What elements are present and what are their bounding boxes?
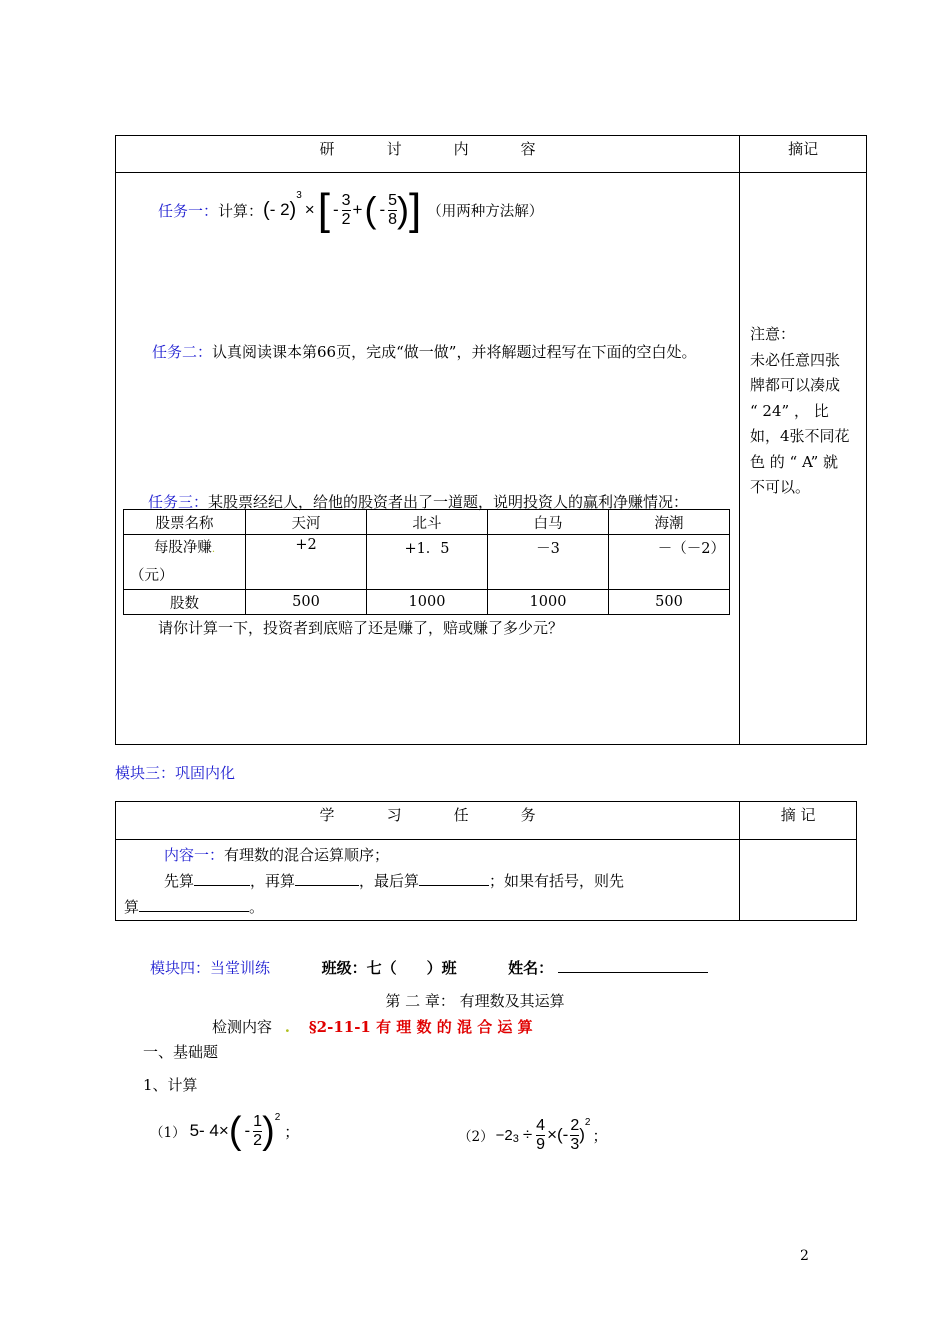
order-text: 。 bbox=[249, 898, 265, 916]
task2-text: 认真阅读课本第66页，完成“做一做”，并将解题过程写在下面的空白处。 bbox=[212, 343, 697, 361]
research-header-notes: 摘记 bbox=[740, 136, 867, 173]
task2-label: 任务二： bbox=[152, 343, 213, 361]
stock-cell: 500 bbox=[246, 590, 367, 615]
module3-header-task bbox=[116, 802, 740, 840]
stock-cell: +1．5 bbox=[367, 535, 488, 590]
section-basic: 一、基础题 bbox=[143, 1043, 219, 1061]
task1 bbox=[158, 185, 544, 234]
name-field[interactable] bbox=[558, 972, 708, 973]
answer-blank[interactable] bbox=[139, 911, 249, 912]
stock-cell: +2 bbox=[246, 535, 367, 590]
page-number: 2 bbox=[800, 1248, 809, 1264]
notes-box bbox=[750, 322, 860, 501]
header-char: 任 bbox=[453, 806, 469, 824]
question-1 bbox=[150, 1112, 299, 1150]
order-text: ，再算 bbox=[250, 872, 296, 890]
answer-blank[interactable] bbox=[419, 885, 489, 886]
research-header-content bbox=[116, 136, 740, 173]
task1-label: 任务一： bbox=[158, 201, 219, 220]
notes-title: 注意： bbox=[750, 325, 796, 343]
stock-cell: 海潮 bbox=[609, 510, 730, 535]
stock-cell: 股数 bbox=[124, 590, 246, 615]
stock-label-a: 每股净赚 bbox=[153, 540, 212, 556]
module3-table bbox=[115, 801, 857, 921]
notes-line: 牌都可以凑成 bbox=[750, 376, 841, 394]
task3-label: 任务三： bbox=[148, 493, 209, 511]
module3-header-notes: 摘 记 bbox=[740, 802, 857, 840]
header-char: 内 bbox=[453, 140, 469, 158]
module4-title: 模块四：当堂训练 bbox=[150, 959, 271, 977]
stock-cell: 北斗 bbox=[367, 510, 488, 535]
stock-cell: 1000 bbox=[488, 590, 609, 615]
module4-line bbox=[150, 957, 708, 978]
stock-cell: 白马 bbox=[488, 510, 609, 535]
order-text: ；如果有括号，则先 bbox=[489, 872, 625, 890]
stock-cell: －3 bbox=[488, 535, 609, 590]
class-label: 班级：七（ ）班 bbox=[321, 959, 457, 977]
header-char: 容 bbox=[520, 140, 536, 158]
notes-line: 不可以。 bbox=[750, 478, 811, 496]
stock-cell: 500 bbox=[609, 590, 730, 615]
header-char: 讨 bbox=[386, 140, 402, 158]
content-text: 有理数的混合运算顺序； bbox=[224, 846, 390, 864]
stock-cell: －（－2） bbox=[609, 535, 730, 590]
chapter-title: 第 二 章： 有理数及其运算 bbox=[385, 992, 565, 1010]
q2-end: ； bbox=[592, 1126, 608, 1145]
stock-cell: 天河 bbox=[246, 510, 367, 535]
module3-notes-cell bbox=[740, 840, 857, 921]
header-char: 学 bbox=[319, 806, 335, 824]
header-char: 研 bbox=[319, 140, 335, 158]
q1-end: ； bbox=[284, 1122, 300, 1141]
check-line: 检测内容 . §2-11-1 有 理 数 的 混 合 运 算 bbox=[212, 1018, 533, 1036]
order-text: 算 bbox=[124, 898, 140, 916]
item-calc: 1、计算 bbox=[143, 1076, 198, 1094]
question-2 bbox=[458, 1117, 607, 1153]
order-text: ，最后算 bbox=[359, 872, 420, 890]
notes-line: 色 的 “ A” 就 bbox=[750, 452, 839, 471]
stock-cell: 股票名称 bbox=[124, 510, 246, 535]
stock-table bbox=[123, 509, 730, 615]
module3-title: 模块三：巩固内化 bbox=[115, 764, 236, 782]
stock-cell: 1000 bbox=[367, 590, 488, 615]
notes-line: 如，4张不同花 bbox=[750, 427, 850, 445]
stock-question: 请你计算一下，投资者到底赔了还是赚了，赔或赚了多少元？ bbox=[158, 619, 564, 637]
q2-exponent: 3 bbox=[512, 1133, 519, 1146]
content-label: 内容一： bbox=[164, 846, 225, 864]
header-char: 务 bbox=[520, 806, 536, 824]
task1-suffix: （用两种方法解） bbox=[427, 203, 544, 220]
check-label: 检测内容 bbox=[212, 1018, 273, 1036]
research-content-cell bbox=[116, 173, 740, 745]
q1-expr: 5- 4× bbox=[189, 1121, 229, 1140]
task2 bbox=[122, 340, 740, 364]
notes-line: “ 24” ， 比 bbox=[750, 401, 829, 420]
q2-formula: −2 $_3$ ÷ $\frac{4}{9}$ ×(- $\frac{2}{3}$ ) $^2$ bbox=[495, 1117, 591, 1153]
task3-text: 某股票经纪人，给他的股资者出了一道题，说明投资人的赢利净赚情况： bbox=[208, 493, 689, 511]
q1-formula: 5- 4× ( - $\frac{1}{2}$ ) $^2$ bbox=[189, 1110, 281, 1152]
stock-label-b: （元） bbox=[130, 568, 174, 584]
header-char: 习 bbox=[386, 806, 402, 824]
check-topic: §2-11-1 有 理 数 的 混 合 运 算 bbox=[308, 1018, 533, 1036]
module3-content-cell bbox=[116, 840, 740, 921]
answer-blank[interactable] bbox=[295, 885, 359, 886]
notes-line: 未必任意四张 bbox=[750, 350, 841, 369]
order-text: 先算 bbox=[164, 872, 195, 890]
answer-blank[interactable] bbox=[194, 885, 250, 886]
task1-prefix: 计算： bbox=[218, 201, 264, 220]
task1-formula: ( - 2 ) $^3$ × [ - $\frac{3}{2}$ + ( - $\frac{5}{8}$ ) ] bbox=[263, 185, 422, 234]
q2-divide: ÷ bbox=[522, 1125, 533, 1145]
q2-expr: −2 bbox=[495, 1126, 513, 1144]
q2-number: （2） bbox=[458, 1129, 494, 1146]
stock-row-label: 每股净赚. （元） bbox=[124, 535, 246, 590]
q1-number: （1） bbox=[150, 1125, 186, 1141]
name-label: 姓名： bbox=[508, 959, 554, 977]
